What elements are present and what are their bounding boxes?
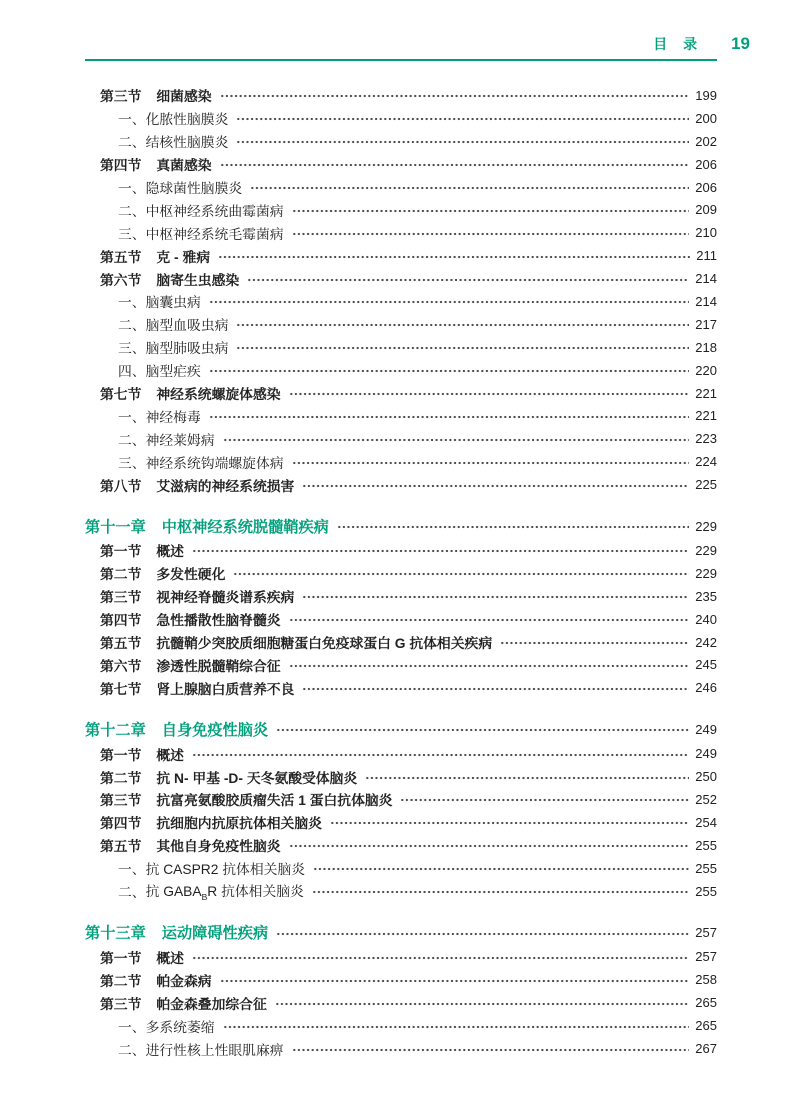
dot-leader: [236, 140, 689, 144]
toc-entry-title: 概述: [156, 747, 184, 763]
toc-entry-title: 真菌感染: [156, 158, 212, 174]
toc-entry-page: 258: [695, 972, 717, 988]
toc-entry-chapter: [85, 513, 717, 539]
toc-entry-title: 抗 N- 甲基 -D- 天冬氨酸受体脑炎: [156, 770, 358, 786]
toc-entry-page: 224: [695, 454, 717, 470]
toc-entry-page: 211: [696, 248, 717, 264]
toc-entry-page: 210: [695, 225, 717, 241]
toc-entry-page: 246: [695, 680, 717, 696]
toc-entry-number: 二、: [118, 432, 146, 448]
toc-entry-number: 第六节: [100, 658, 142, 674]
dot-leader: [236, 323, 689, 327]
toc-entry-item: [85, 176, 717, 199]
toc-entry-page: 235: [695, 588, 717, 604]
toc-entry-page: 220: [695, 362, 717, 378]
dot-leader: [313, 867, 689, 871]
toc-entry-page: 240: [695, 611, 717, 627]
dot-leader: [223, 438, 690, 442]
toc-entry-item: [85, 221, 717, 244]
toc-entry-number: 二、: [118, 203, 146, 219]
toc-entry-page: 255: [695, 883, 717, 899]
toc-entry-number: 一、: [118, 181, 146, 196]
toc-entry-title: 多系统萎缩: [145, 1019, 215, 1035]
toc-entry-number: 第二节: [100, 770, 142, 786]
toc-entry-title: 中枢神经系统毛霉菌病: [145, 226, 284, 242]
toc-entry-item: [85, 313, 717, 336]
toc-entry-page: 221: [695, 385, 717, 401]
toc-entry-title: 进行性核上性眼肌麻痹: [145, 1042, 284, 1058]
toc-entry-section: [85, 382, 717, 405]
toc-entry-page: 221: [695, 408, 717, 424]
toc-entry-title: 神经系统螺旋体感染: [156, 387, 281, 403]
toc-entry-section: [85, 742, 717, 765]
toc-entry-page: 214: [695, 271, 717, 287]
toc-entry-section: [85, 653, 717, 676]
dot-leader: [292, 209, 690, 213]
toc-entry-title: 神经莱姆病: [145, 432, 215, 448]
toc-entry-number: 第七节: [100, 387, 142, 403]
dot-leader: [292, 461, 690, 465]
toc-entry-number: 第二节: [100, 973, 142, 989]
toc-entry-number: 第三节: [100, 590, 142, 606]
toc-entry-number: 二、: [118, 318, 146, 334]
toc-entry-number: 三、: [118, 226, 146, 242]
toc-entry-page: 257: [695, 949, 717, 965]
toc-entry-title: 急性播散性脑脊髓炎: [156, 613, 281, 629]
toc-entry-section: [85, 811, 717, 834]
toc-entry-page: 229: [695, 518, 717, 534]
toc-entry-title: 脑型血吸虫病: [145, 318, 229, 334]
dot-leader: [400, 798, 689, 802]
toc-entry-number: 第六节: [100, 272, 142, 288]
toc-entry-item: [85, 359, 717, 382]
toc-entry-title: 中枢神经系统脱髓鞘疾病: [161, 518, 329, 536]
toc-entry-item: [85, 857, 717, 880]
toc-entry-item: [85, 450, 717, 473]
dot-leader: [289, 664, 690, 668]
toc-entry-section: [85, 991, 717, 1014]
dot-leader: [289, 392, 690, 396]
toc-entry-item: [85, 198, 717, 221]
toc-entry-item: [85, 290, 717, 313]
toc-entry-page: 217: [695, 316, 717, 332]
toc-entry-section: [85, 788, 717, 811]
toc-entry-page: 257: [695, 925, 717, 940]
toc-entry-title: 抗细胞内抗原抗体相关脑炎: [156, 816, 322, 832]
header-title: 目 录: [653, 36, 698, 52]
toc-entry-title: 自身免疫性脑炎: [161, 721, 269, 739]
toc-entry-page: 252: [695, 791, 717, 807]
dot-leader: [289, 844, 690, 848]
toc-entry-number: 三、: [118, 455, 146, 471]
toc-list: [85, 84, 717, 1060]
toc-entry-page: 242: [695, 634, 717, 650]
toc-entry-item: [85, 107, 717, 130]
toc-entry-title: 多发性硬化: [156, 567, 226, 583]
toc-entry-page: 250: [695, 769, 717, 785]
toc-entry-section: [85, 84, 717, 107]
toc-entry-number: 第十三章: [85, 925, 146, 942]
header-rule: [85, 59, 717, 61]
dot-leader: [218, 255, 690, 259]
dot-leader: [365, 776, 689, 780]
toc-entry-section: [85, 676, 717, 699]
toc-entry-number: 第四节: [100, 158, 142, 174]
toc-entry-number: 一、: [118, 295, 146, 311]
toc-entry-title: 帕金森病: [156, 973, 212, 989]
dot-leader: [292, 232, 690, 236]
toc-entry-title: 神经梅毒: [145, 409, 201, 425]
toc-entry-number: 第十二章: [85, 721, 146, 739]
toc-entry-title: 概述: [156, 950, 184, 966]
toc-entry-number: 第二节: [100, 567, 142, 583]
toc-entry-item: [85, 1014, 717, 1037]
toc-entry-number: 二、: [118, 1042, 146, 1058]
dot-leader: [236, 117, 689, 121]
dot-leader: [275, 1002, 690, 1006]
toc-entry-number: 第八节: [100, 478, 142, 494]
toc-entry-section: [85, 631, 717, 654]
toc-entry-page: 218: [695, 339, 717, 355]
toc-entry-section: [85, 267, 717, 290]
toc-entry-item: [85, 336, 717, 359]
toc-entry-title: 视神经脊髓炎谱系疾病: [156, 590, 295, 606]
toc-entry-page: 265: [695, 1018, 717, 1034]
dot-leader: [302, 687, 689, 691]
toc-entry-page: 200: [695, 110, 717, 126]
dot-leader: [209, 369, 690, 373]
toc-entry-number: 第三节: [100, 89, 142, 105]
dot-leader: [220, 94, 690, 98]
dot-leader: [236, 346, 689, 350]
toc-entry-title: 其他自身免疫性脑炎: [156, 839, 281, 855]
dot-leader: [330, 821, 689, 825]
toc-entry-title: 抗 CASPR2 抗体相关脑炎: [145, 862, 306, 878]
toc-entry-title: 脑寄生虫感染: [156, 272, 240, 288]
toc-entry-chapter: [85, 716, 717, 742]
toc-entry-title: 帕金森叠加综合征: [156, 996, 267, 1012]
dot-leader: [192, 956, 689, 960]
toc-entry-title: 隐球菌性脑膜炎: [145, 181, 243, 196]
toc-entry-page: 229: [695, 565, 717, 581]
toc-entry-item: [85, 130, 717, 153]
toc-entry-number: 四、: [118, 364, 146, 380]
dot-leader: [192, 549, 689, 553]
dot-leader: [209, 300, 690, 304]
toc-entry-section: [85, 585, 717, 608]
toc-entry-page: 229: [695, 542, 717, 558]
toc-entry-page: 267: [695, 1041, 717, 1056]
header-page-number: 19: [731, 34, 750, 53]
dot-leader: [209, 415, 690, 419]
toc-entry-page: 214: [695, 293, 717, 309]
toc-entry-title: 肾上腺脑白质营养不良: [156, 681, 295, 697]
toc-entry-number: 一、: [118, 409, 146, 425]
toc-entry-number: 一、: [118, 112, 146, 128]
dot-leader: [302, 484, 689, 488]
toc-entry-number: 第五节: [100, 249, 142, 265]
toc-entry-number: 二、: [118, 135, 146, 151]
toc-entry-item: [85, 1037, 717, 1060]
dot-leader: [233, 572, 689, 576]
toc-entry-page: 255: [695, 860, 717, 876]
dot-leader: [247, 278, 689, 282]
toc-entry-item: [85, 404, 717, 427]
toc-entry-number: 第七节: [100, 681, 142, 697]
dot-leader: [289, 618, 690, 622]
toc-entry-number: 第四节: [100, 816, 142, 832]
toc-entry-title: 艾滋病的神经系统损害: [156, 478, 295, 494]
toc-entry-number: 第四节: [100, 613, 142, 629]
toc-entry-section: [85, 608, 717, 631]
toc-entry-page: 249: [695, 746, 717, 762]
toc-entry-page: 206: [695, 179, 717, 195]
toc-entry-number: 第十一章: [85, 518, 146, 536]
toc-entry-title: 中枢神经系统曲霉菌病: [145, 203, 284, 219]
toc-entry-title: 脑型肺吸虫病: [145, 341, 229, 357]
toc-entry-title: 概述: [156, 544, 184, 560]
toc-entry-number: 第一节: [100, 950, 142, 966]
toc-entry-item: [85, 880, 717, 903]
toc-entry-title: 脑囊虫病: [145, 295, 201, 311]
toc-entry-title: 细菌感染: [156, 89, 212, 105]
dot-leader: [337, 525, 689, 529]
toc-entry-section: [85, 153, 717, 176]
dot-leader: [312, 890, 689, 894]
toc-entry-page: 245: [695, 657, 717, 673]
toc-entry-number: 第五节: [100, 839, 142, 855]
dot-leader: [276, 932, 689, 936]
toc-entry-number: 一、: [118, 1019, 146, 1035]
toc-entry-section: [85, 946, 717, 969]
toc-entry-page: 265: [695, 995, 717, 1011]
dot-leader: [500, 641, 689, 645]
toc-entry-title: 神经系统钩端螺旋体病: [145, 455, 284, 471]
dot-leader: [192, 753, 689, 757]
toc-entry-section: [85, 473, 717, 496]
dot-leader: [223, 1025, 690, 1029]
toc-entry-chapter: [85, 920, 717, 946]
toc-entry-title: 抗富亮氨酸胶质瘤失活 1 蛋白抗体脑炎: [156, 793, 393, 809]
toc-entry-page: 223: [695, 431, 717, 447]
toc-entry-section: [85, 562, 717, 585]
toc-entry-title: 抗髓鞘少突胶质细胞糖蛋白免疫球蛋白 G 抗体相关疾病: [156, 636, 493, 652]
toc-entry-number: 第一节: [100, 747, 142, 763]
toc-entry-title: 脑型疟疾: [145, 364, 201, 380]
toc-entry-page: 255: [695, 837, 717, 853]
toc-entry-number: 三、: [118, 341, 146, 357]
dot-leader: [302, 595, 689, 599]
toc-entry-page: 249: [695, 721, 717, 737]
toc-entry-number: 第五节: [100, 636, 142, 652]
toc-entry-section: [85, 539, 717, 562]
toc-entry-title: 抗 $GABA_BR$ 抗体相关脑炎: [145, 884, 304, 902]
dot-leader: [276, 728, 689, 732]
toc-entry-page: 254: [695, 814, 717, 830]
toc-entry-section: [85, 765, 717, 788]
page-header: [85, 34, 750, 54]
toc-entry-number: 第一节: [100, 544, 142, 560]
toc-entry-number: 第三节: [100, 996, 142, 1012]
toc-entry-number: 二、: [118, 885, 146, 901]
toc-entry-item: [85, 427, 717, 450]
toc-entry-number: 第三节: [100, 793, 142, 809]
toc-entry-title: 克 - 雅病: [156, 249, 211, 265]
toc-entry-title: 化脓性脑膜炎: [145, 112, 229, 128]
toc-entry-number: 一、: [118, 862, 146, 878]
toc-entry-page: 206: [695, 156, 717, 172]
dot-leader: [250, 186, 689, 190]
toc-entry-page: 199: [695, 87, 717, 103]
toc-entry-title: 渗透性脱髓鞘综合征: [156, 658, 281, 674]
toc-entry-section: [85, 834, 717, 857]
dot-leader: [220, 979, 690, 983]
toc-entry-section: [85, 968, 717, 991]
toc-entry-section: [85, 244, 717, 267]
toc-entry-page: 225: [695, 477, 717, 493]
toc-entry-title: 运动障碍性疾病: [161, 925, 269, 942]
toc-entry-title: 结核性脑膜炎: [145, 135, 229, 151]
toc-entry-page: 209: [695, 202, 717, 218]
dot-leader: [292, 1048, 690, 1052]
toc-entry-page: 202: [695, 133, 717, 149]
dot-leader: [220, 163, 690, 167]
